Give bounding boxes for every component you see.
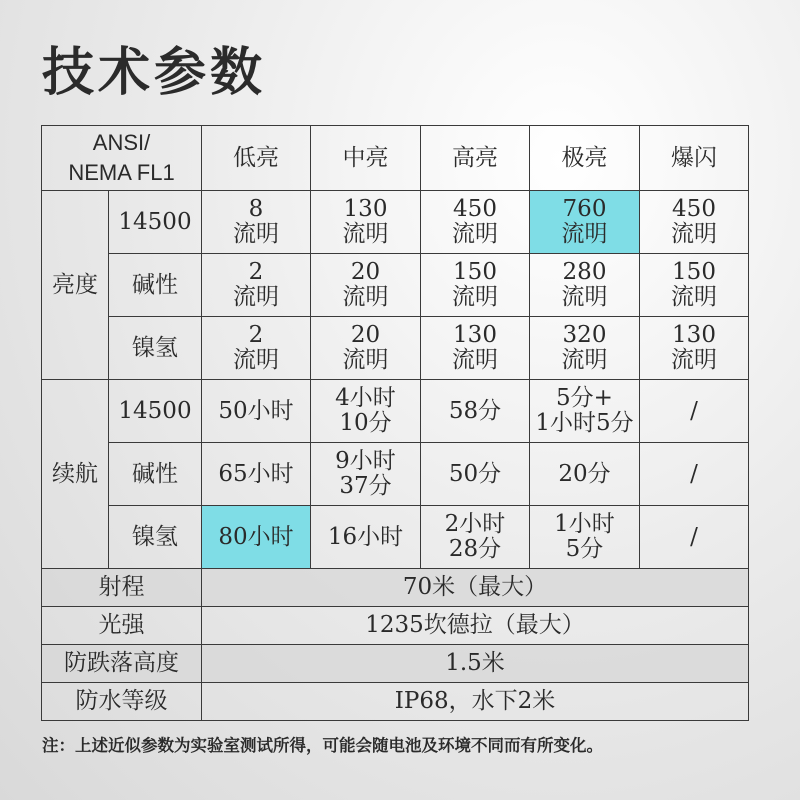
value-cell: 450 流明 xyxy=(640,191,749,254)
value-cell: 1小时 5分 xyxy=(530,506,640,569)
value-cell: 2小时 28分 xyxy=(421,506,530,569)
spec-row-drop xyxy=(42,645,749,683)
value-cell: 50小时 xyxy=(202,380,311,443)
spec-value: 1235坎德拉（最大） xyxy=(202,607,749,645)
spec-value: 1.5米 xyxy=(202,645,749,683)
value-cell: 150 流明 xyxy=(421,254,530,317)
value-cell: 320 流明 xyxy=(530,317,640,380)
battery-label: 镍氢 xyxy=(109,317,202,380)
value-cell: / xyxy=(640,380,749,443)
runtime-row-14500 xyxy=(42,380,749,443)
mode-header-mid: 中亮 xyxy=(311,126,421,191)
spec-table xyxy=(41,125,749,721)
value-cell: 8 流明 xyxy=(202,191,311,254)
mode-header-turbo: 极亮 xyxy=(530,126,640,191)
brightness-row-alkaline xyxy=(42,254,749,317)
brightness-row-nimh xyxy=(42,317,749,380)
standard-header: ANSI/ NEMA FL1 xyxy=(42,126,202,191)
mode-header-high: 高亮 xyxy=(421,126,530,191)
value-cell: 9小时 37分 xyxy=(311,443,421,506)
footnote: 注：上述近似参数为实验室测试所得，可能会随电池及环境不同而有所变化。 xyxy=(42,736,603,755)
spec-label: 防跌落高度 xyxy=(42,645,202,683)
runtime-row-alkaline xyxy=(42,443,749,506)
battery-label: 14500 xyxy=(109,191,202,254)
battery-label: 碱性 xyxy=(109,443,202,506)
value-cell-highlighted: 80小时 xyxy=(202,506,311,569)
value-cell: 150 流明 xyxy=(640,254,749,317)
value-cell: 20 流明 xyxy=(311,254,421,317)
mode-header-strobe: 爆闪 xyxy=(640,126,749,191)
value-cell: 130 流明 xyxy=(640,317,749,380)
spec-row-range xyxy=(42,569,749,607)
page-title: 技术参数 xyxy=(42,43,267,103)
value-cell: 2 流明 xyxy=(202,317,311,380)
spec-value: 70米（最大） xyxy=(202,569,749,607)
value-cell: / xyxy=(640,506,749,569)
value-cell: 5分+ 1小时5分 xyxy=(530,380,640,443)
battery-label: 碱性 xyxy=(109,254,202,317)
value-cell: 450 流明 xyxy=(421,191,530,254)
spec-row-waterproof xyxy=(42,683,749,721)
spec-label: 光强 xyxy=(42,607,202,645)
battery-label: 14500 xyxy=(109,380,202,443)
value-cell: 20 流明 xyxy=(311,317,421,380)
runtime-row-nimh xyxy=(42,506,749,569)
spec-label: 防水等级 xyxy=(42,683,202,721)
value-cell: 130 流明 xyxy=(311,191,421,254)
spec-label: 射程 xyxy=(42,569,202,607)
spec-row-intensity xyxy=(42,607,749,645)
runtime-label: 续航 xyxy=(42,380,109,569)
value-cell: 130 流明 xyxy=(421,317,530,380)
spec-value: IP68，水下2米 xyxy=(202,683,749,721)
brightness-row-14500 xyxy=(42,191,749,254)
value-cell: 58分 xyxy=(421,380,530,443)
value-cell: 4小时 10分 xyxy=(311,380,421,443)
battery-label: 镍氢 xyxy=(109,506,202,569)
value-cell: 16小时 xyxy=(311,506,421,569)
value-cell: 50分 xyxy=(421,443,530,506)
value-cell: 65小时 xyxy=(202,443,311,506)
mode-header-low: 低亮 xyxy=(202,126,311,191)
header-row xyxy=(42,126,749,191)
value-cell: / xyxy=(640,443,749,506)
value-cell: 2 流明 xyxy=(202,254,311,317)
value-cell: 20分 xyxy=(530,443,640,506)
brightness-label: 亮度 xyxy=(42,191,109,380)
value-cell: 280 流明 xyxy=(530,254,640,317)
value-cell-highlighted: 760 流明 xyxy=(530,191,640,254)
